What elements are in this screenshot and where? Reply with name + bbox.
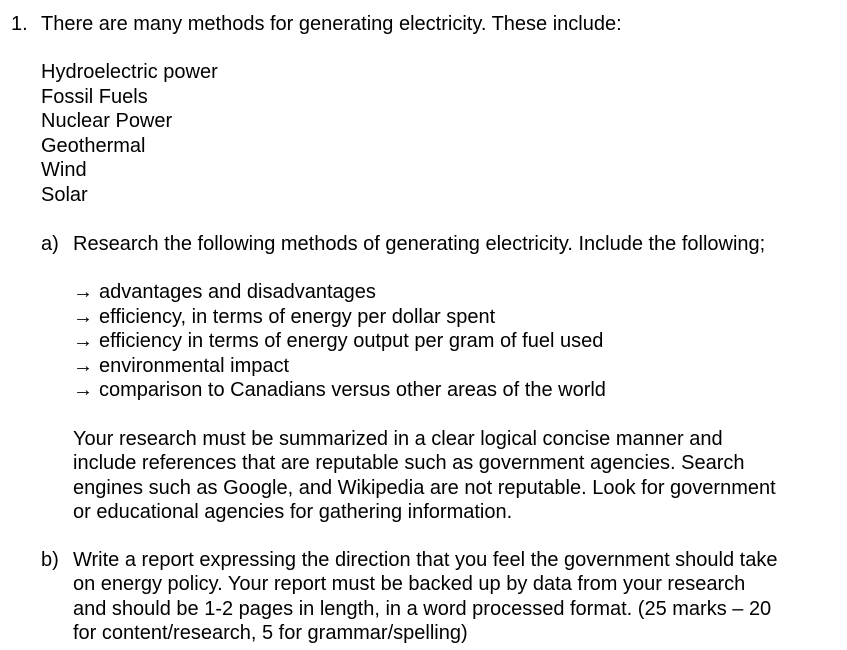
paragraph-line: engines such as Google, and Wikipedia are not reputable. Look for government	[73, 476, 776, 499]
part-a-text: Research the following methods of generating electricity. Include the following;	[73, 233, 766, 255]
criteria-item	[73, 280, 606, 305]
method-item: Solar	[41, 183, 88, 206]
criteria-item	[73, 354, 606, 379]
part-b-text	[73, 548, 777, 646]
criteria-text: environmental impact	[99, 354, 290, 377]
method-item: Geothermal	[41, 134, 146, 157]
paragraph-line: on energy policy. Your report must be backed up by data from your research	[73, 573, 746, 596]
criteria-text: advantages and disadvantages	[99, 281, 376, 303]
criteria-list	[73, 280, 606, 403]
paragraph-line: and should be 1-2 pages in length, in a word processed format. (25 marks – 20	[73, 597, 772, 620]
arrow-icon: →	[73, 354, 93, 377]
arrow-icon: →	[73, 330, 93, 352]
question-number: 1.	[11, 13, 28, 35]
paragraph-line: or educational agencies for gathering information.	[73, 501, 513, 524]
paragraph-line: Write a report expressing the direction that you feel the government should take	[73, 549, 778, 571]
method-item: Wind	[41, 159, 87, 181]
part-b-label: b)	[41, 549, 59, 571]
paragraph-line: Your research must be summarized in a clear logical concise manner and	[73, 428, 723, 450]
question-intro: There are many methods for generating electricity. These include:	[41, 13, 622, 35]
paragraph-line: include references that are reputable such as government agencies. Search	[73, 452, 745, 475]
method-item: Fossil Fuels	[41, 85, 148, 108]
criteria-text: comparison to Canadians versus other areas of the world	[99, 379, 606, 401]
part-a-label: a)	[41, 233, 59, 255]
arrow-icon: →	[73, 281, 93, 303]
research-paragraph	[73, 427, 776, 525]
method-item: Nuclear Power	[41, 110, 173, 132]
paragraph-line: for content/research, 5 for grammar/spelling)	[73, 622, 468, 645]
methods-list	[41, 60, 218, 207]
criteria-item	[73, 378, 606, 403]
criteria-item	[73, 329, 606, 354]
criteria-item	[73, 305, 606, 330]
criteria-text: efficiency, in terms of energy per dollar spent	[99, 305, 496, 328]
arrow-icon: →	[73, 379, 93, 401]
criteria-text: efficiency in terms of energy output per gram of fuel used	[99, 330, 604, 352]
method-item: Hydroelectric power	[41, 61, 218, 83]
arrow-icon: →	[73, 305, 93, 328]
